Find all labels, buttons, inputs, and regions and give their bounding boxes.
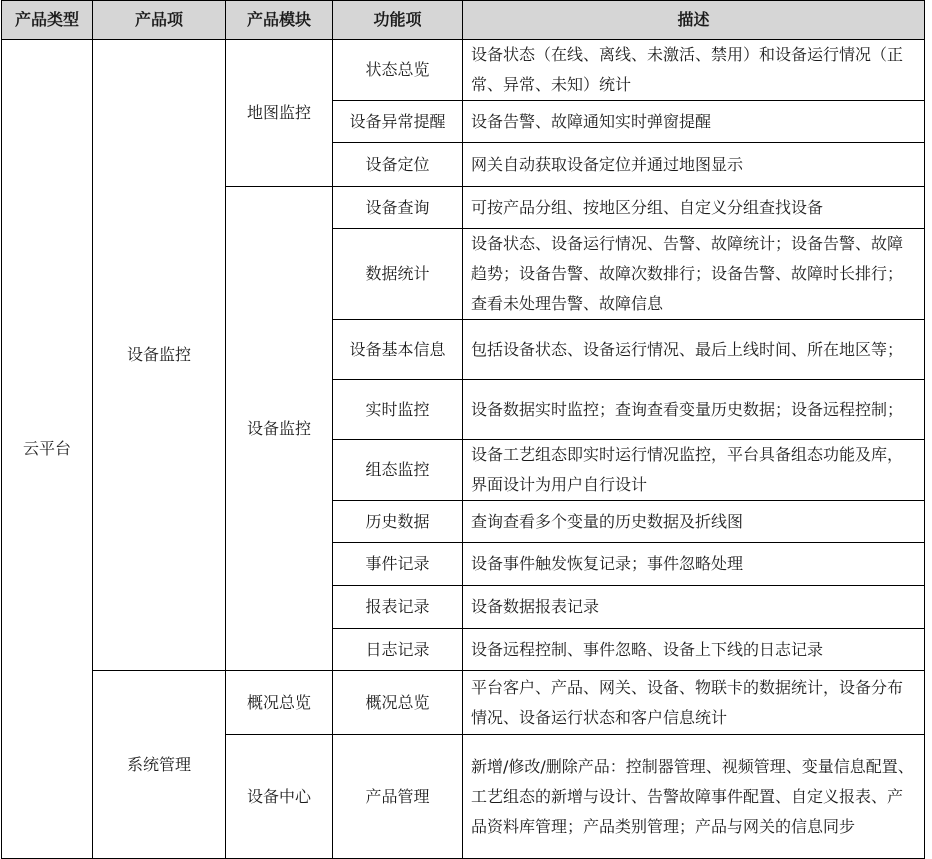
cell-description: 可按产品分组、按地区分组、自定义分组查找设备 xyxy=(463,187,925,229)
cell-function: 设备定位 xyxy=(333,143,463,187)
header-product-type: 产品类型 xyxy=(2,1,93,40)
cell-function: 数据统计 xyxy=(333,229,463,320)
cell-product-type: 云平台 xyxy=(2,40,93,859)
header-description: 描述 xyxy=(463,1,925,40)
cell-description: 设备工艺组态即实时运行情况监控，平台具备组态功能及库，界面设计为用户自行设计 xyxy=(463,440,925,501)
cell-function: 设备基本信息 xyxy=(333,320,463,380)
header-row xyxy=(2,1,925,40)
cell-description: 网关自动获取设备定位并通过地图显示 xyxy=(463,143,925,187)
cell-function: 设备查询 xyxy=(333,187,463,229)
feature-table xyxy=(1,0,925,859)
header-function: 功能项 xyxy=(333,1,463,40)
cell-module-device-center: 设备中心 xyxy=(226,735,333,859)
cell-description: 设备数据实时监控；查询查看变量历史数据；设备远程控制； xyxy=(463,380,925,440)
header-product-item: 产品项 xyxy=(93,1,226,40)
cell-description: 设备数据报表记录 xyxy=(463,586,925,629)
table-row xyxy=(2,40,925,101)
table-row xyxy=(2,671,925,735)
cell-item-system-manage: 系统管理 xyxy=(93,671,226,859)
cell-item-device-monitor: 设备监控 xyxy=(93,40,226,671)
cell-description: 设备事件触发恢复记录；事件忽略处理 xyxy=(463,543,925,586)
cell-description: 新增/修改/删除产品：控制器管理、视频管理、变量信息配置、工艺组态的新增与设计、告警故障事件配置、自定义报表、产品资料库管理；产品类别管理；产品与网关的信息同步 xyxy=(463,735,925,859)
cell-function: 概况总览 xyxy=(333,671,463,735)
cell-description: 查询查看多个变量的历史数据及折线图 xyxy=(463,501,925,543)
cell-function: 实时监控 xyxy=(333,380,463,440)
cell-description: 平台客户、产品、网关、设备、物联卡的数据统计，设备分布情况、设备运行状态和客户信息统计 xyxy=(463,671,925,735)
cell-function: 产品管理 xyxy=(333,735,463,859)
cell-function: 组态监控 xyxy=(333,440,463,501)
cell-function: 日志记录 xyxy=(333,629,463,671)
cell-function: 状态总览 xyxy=(333,40,463,101)
cell-function: 事件记录 xyxy=(333,543,463,586)
cell-function: 设备异常提醒 xyxy=(333,101,463,143)
cell-description: 包括设备状态、设备运行情况、最后上线时间、所在地区等； xyxy=(463,320,925,380)
cell-module-device-monitor: 设备监控 xyxy=(226,187,333,671)
cell-function: 报表记录 xyxy=(333,586,463,629)
cell-module-map-monitor: 地图监控 xyxy=(226,40,333,187)
header-product-module: 产品模块 xyxy=(226,1,333,40)
cell-description: 设备状态、设备运行情况、告警、故障统计；设备告警、故障趋势；设备告警、故障次数排行；设备告警、故障时长排行；查看未处理告警、故障信息 xyxy=(463,229,925,320)
cell-description: 设备远程控制、事件忽略、设备上下线的日志记录 xyxy=(463,629,925,671)
cell-description: 设备告警、故障通知实时弹窗提醒 xyxy=(463,101,925,143)
cell-function: 历史数据 xyxy=(333,501,463,543)
cell-module-overview: 概况总览 xyxy=(226,671,333,735)
cell-description: 设备状态（在线、离线、未激活、禁用）和设备运行情况（正常、异常、未知）统计 xyxy=(463,40,925,101)
